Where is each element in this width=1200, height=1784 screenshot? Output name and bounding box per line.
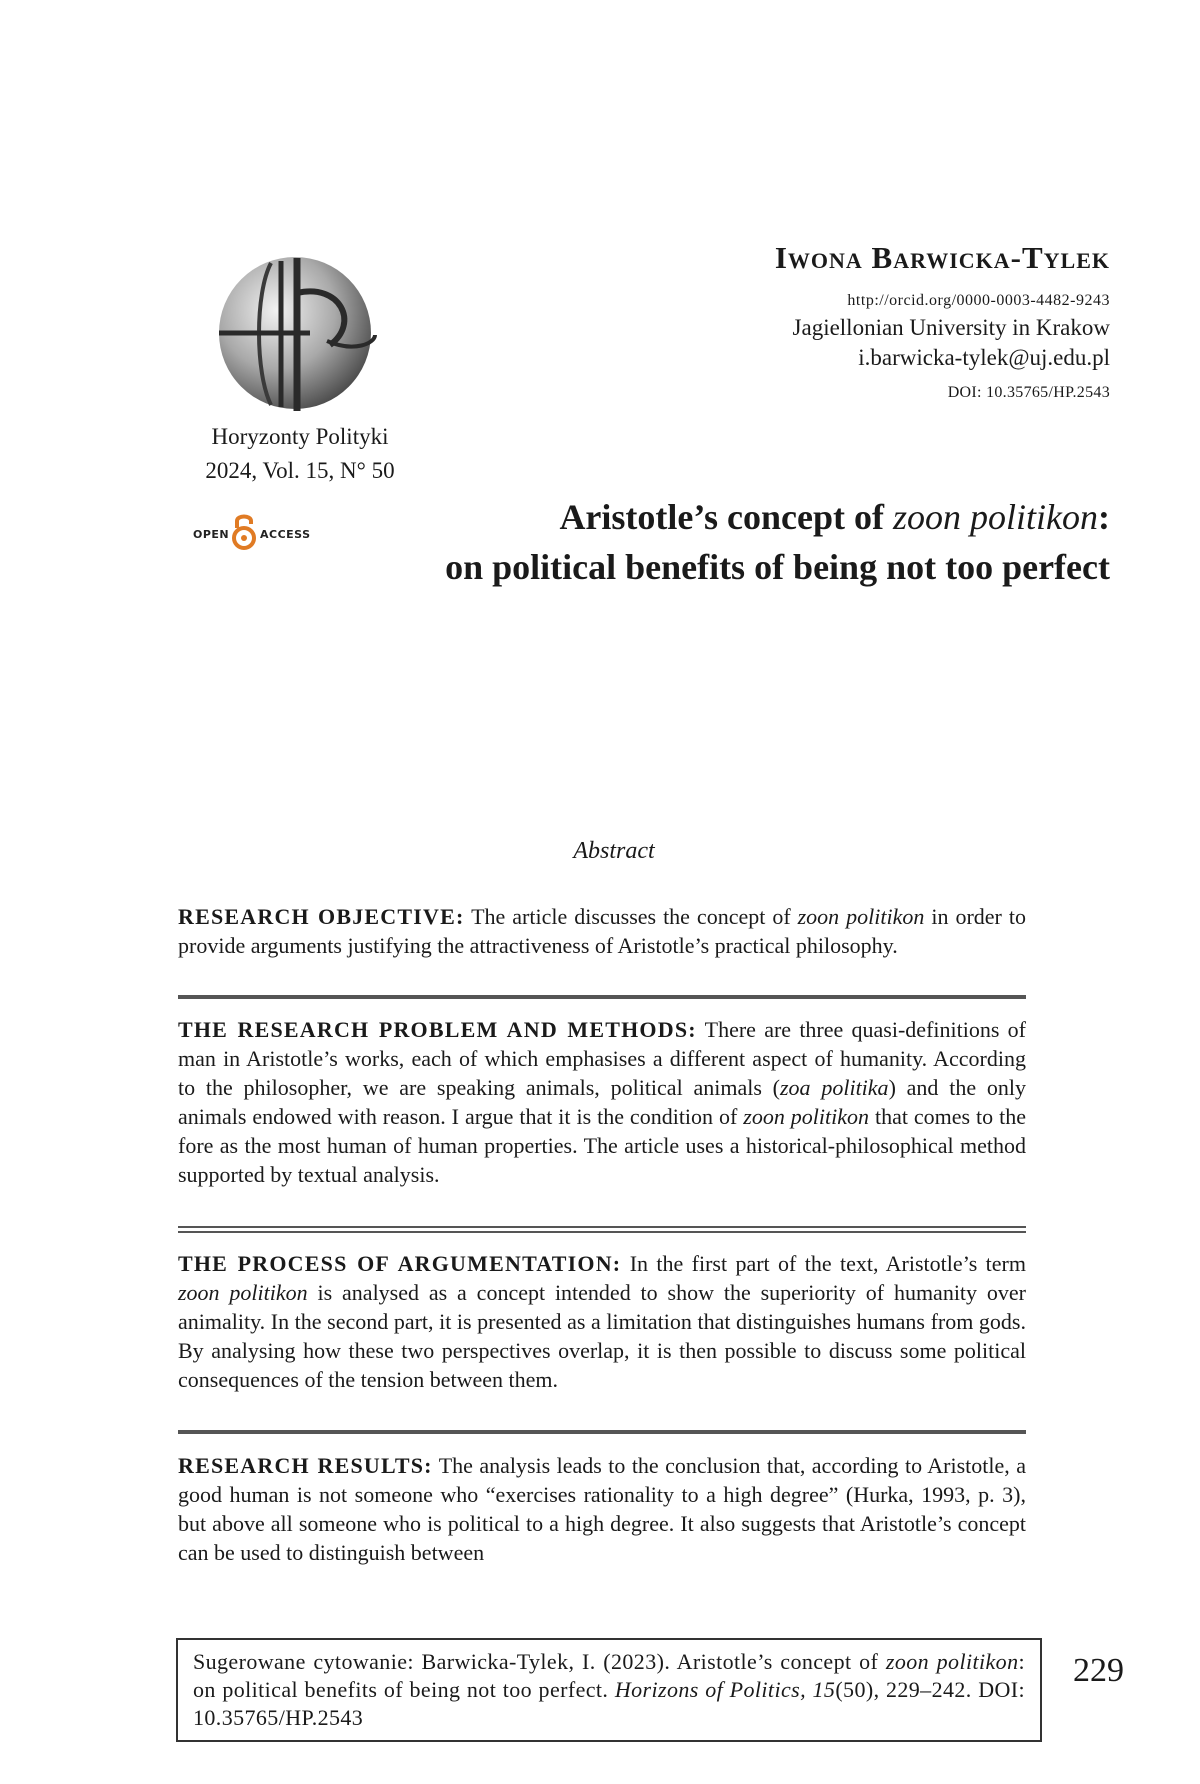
- section-divider: [178, 1430, 1026, 1434]
- citation-text: Sugerowane cytowanie: Barwicka-Tylek, I. (2023). Aristotle’s concept of: [193, 1649, 886, 1674]
- journal-volume: 2024, Vol. 15, N° 50: [205, 458, 395, 483]
- author-email[interactable]: i.barwicka-tylek@uj.edu.pl: [858, 345, 1110, 370]
- section-label: THE RESEARCH PROBLEM AND METHODS:: [178, 1017, 697, 1042]
- section-italic: zoon politikon: [178, 1280, 308, 1305]
- article-title: [290, 492, 1110, 592]
- section-text: ) and the only animals endowed with reason. I argue that it is the condition of: [178, 1075, 1026, 1129]
- section-divider: [178, 1226, 1026, 1233]
- open-access-left-label: OPEN: [193, 528, 230, 541]
- section-text: The article discusses the concept of: [464, 904, 798, 929]
- author-name: Iwona Barwicka-Tylek: [774, 240, 1110, 275]
- open-access-lock-icon: [231, 512, 257, 555]
- section-italic: zoa politika: [780, 1075, 889, 1100]
- abstract-section-results: [178, 1451, 1026, 1567]
- abstract-heading: Abstract: [573, 838, 655, 864]
- suggested-citation-box: [176, 1638, 1042, 1742]
- section-label: RESEARCH OBJECTIVE:: [178, 904, 465, 929]
- title-line1-italic: zoon politikon: [893, 497, 1098, 537]
- citation-italic: zoon politikon: [885, 1649, 1019, 1674]
- author-affiliation: Jagiellonian University in Krakow: [792, 315, 1110, 340]
- abstract-section-argumentation: [178, 1249, 1026, 1394]
- citation-italic: Horizons of Politics, 15: [614, 1677, 836, 1702]
- abstract-section-objective: [178, 902, 1026, 960]
- open-access-right-label: ACCESS: [260, 528, 311, 541]
- title-line2: on political benefits of being not too perfect: [445, 547, 1110, 587]
- citation-text: : on political benefits of being not too perfect.: [193, 1649, 1025, 1702]
- section-label: THE PROCESS OF ARGUMENTATION:: [178, 1251, 622, 1276]
- section-label: RESEARCH RESULTS:: [178, 1453, 433, 1478]
- section-text: The analysis leads to the conclusion that, according to Aristotle, a good human is not someone who “exercises rationality to a high degree” (Hurka, 1993, p. 3), but above all someone who is political to a high degree. It also suggests that Aristotle’s concept can be used to distinguish between: [178, 1453, 1026, 1565]
- page-number: 229: [1073, 1652, 1124, 1689]
- abstract-section-problem: [178, 1015, 1026, 1189]
- orcid-link[interactable]: http://orcid.org/0000-0003-4482-9243: [847, 292, 1110, 309]
- journal-logo-icon: [215, 253, 380, 418]
- section-text: is analysed as a concept intended to show the superiority of humanity over animality. In the second part, it is presented as a limitation that distinguishes humans from gods. By analysing how these two perspectives overlap, it is then possible to discuss some political consequences of the tension between them.: [178, 1280, 1026, 1392]
- section-italic: zoon politikon: [797, 904, 925, 929]
- doi-link[interactable]: DOI: 10.35765/HP.2543: [947, 384, 1110, 401]
- title-line1-suffix: :: [1098, 497, 1110, 537]
- section-divider: [178, 995, 1026, 999]
- section-text: There are three quasi-definitions of man in Aristotle’s works, each of which emphasises a different aspect of humanity. According to the philosopher, we are speaking animals, political animals (: [178, 1017, 1026, 1100]
- section-text: in order to provide arguments justifying the attractiveness of Aristotle’s practical philosophy.: [178, 904, 1026, 958]
- section-text: that comes to the fore as the most human of human properties. The article uses a historical-philosophical method supported by textual analysis.: [178, 1104, 1027, 1187]
- section-italic: zoon politikon: [743, 1104, 870, 1129]
- citation-text: (50), 229–242. DOI: 10.35765/HP.2543: [193, 1677, 1026, 1730]
- title-line1-prefix: Aristotle’s concept of: [559, 497, 893, 537]
- journal-name: Horyzonty Polityki: [211, 424, 389, 449]
- section-text: In the first part of the text, Aristotle’s term: [621, 1251, 1026, 1276]
